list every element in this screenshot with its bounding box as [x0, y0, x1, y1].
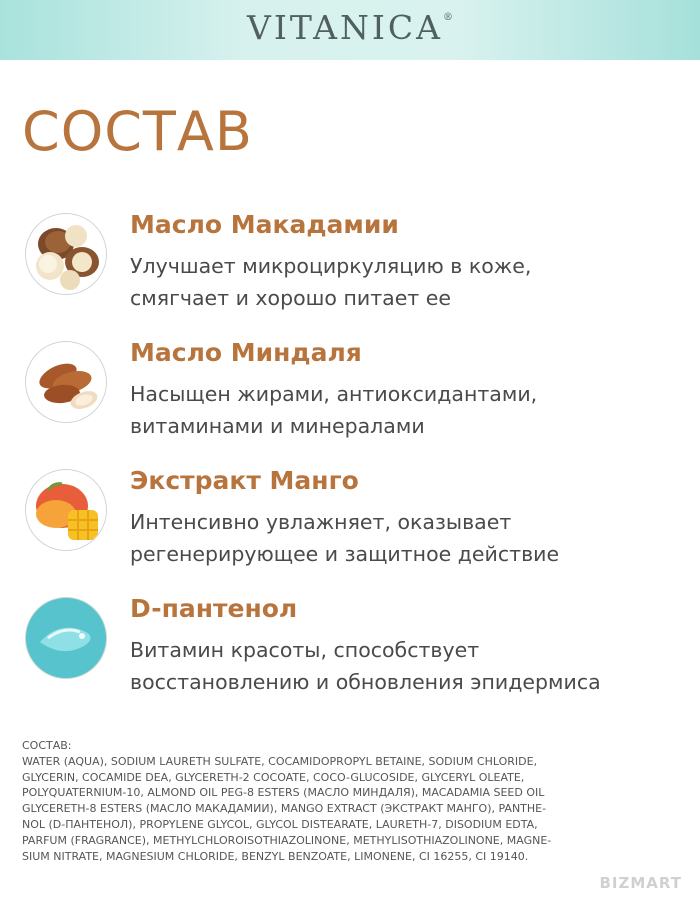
item-name: Масло Макадамии — [130, 210, 399, 239]
ingredient-item-panthenol — [0, 594, 700, 714]
watermark: BIZMART — [599, 874, 682, 892]
macadamia-nuts-icon — [25, 213, 107, 295]
header-banner — [0, 0, 700, 60]
item-name: Масло Миндаля — [130, 338, 362, 367]
ingredient-item-mango — [0, 466, 700, 586]
mango-icon — [25, 469, 107, 551]
brand-logo: VITANICA® — [247, 8, 453, 47]
item-description: Витамин красоты, способствует восстановлению и обновления эпидермиса — [130, 638, 601, 694]
ingredient-item-macadamia — [0, 210, 700, 330]
item-description: Интенсивно увлажняет, оказывает регенерирующее и защитное действие — [130, 510, 560, 566]
almonds-icon — [25, 341, 107, 423]
item-description: Улучшает микроциркуляцию в коже, смягчает и хорошо питает ее — [130, 254, 532, 310]
gel-drop-icon — [25, 597, 107, 679]
item-name: D-пантенол — [130, 594, 298, 623]
item-description: Насыщен жирами, антиоксидантами, витаминами и минералами — [130, 382, 538, 438]
ingredient-item-almond — [0, 338, 700, 458]
ingredients-list: СОСТАВ: WATER (AQUA), SODIUM LAURETH SULFATE, COCAMIDOPROPYL BETAINE, SODIUM CHLORIDE, GLYCERIN, COCAMIDE DEA, GLYCERETH-2 COCOATE, COCO-GLUCOSIDE, GLYCERYL OLEATE, POLYQUATERNIUM-10, ALMOND OIL PEG-8 ESTERS (МАСЛО МИНДАЛЯ), MACADAMIA SEED OIL GLYCERETH-8 ESTERS (МАСЛО МАКАДАМИИ), MANGO EXTRACT (ЭКСТРАКТ МАНГО), PANTHE- NOL (D-ПАНТЕНОЛ), PROPYLENE GLYCOL, GLYCOL DISTEARATE, LAURETH-7, DISODIUM EDTA, PARFUM (FRAGRANCE), METHYLCHLOROISOTHIAZOLINONE, METHYLISOTHIAZOLINONE, MAGNE- SIUM NITRATE, MAGNESIUM CHLORIDE, BENZYL BENZOATE, LIMONENE, CI 16255, CI 19140. — [22, 739, 552, 863]
page-title: СОСТАВ — [22, 100, 253, 163]
item-name: Экстракт Манго — [130, 466, 359, 495]
